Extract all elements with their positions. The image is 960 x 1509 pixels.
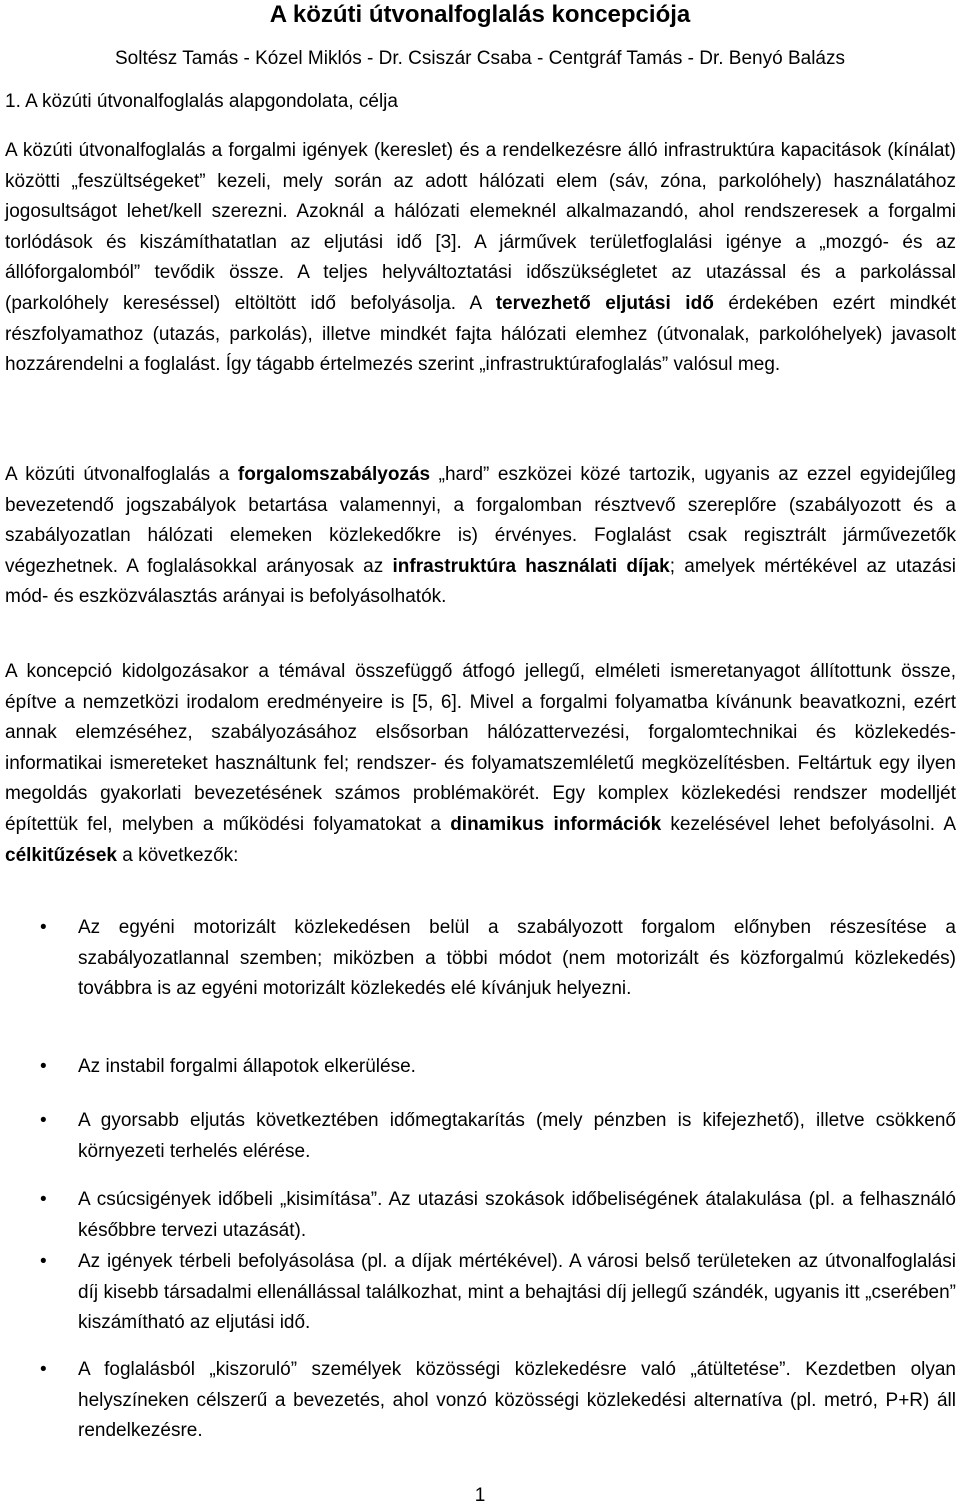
paragraph-1-text-1: A közúti útvonalfoglalás a forgalmi igények (kereslet) és a rendelkezésre álló infrastruktúra kapacitások (kínálat) közötti „feszültségeket” kezeli, mely során az adott hálózati elem (sáv, zóna, parkolóhely) használatához jogosultságot lehet/kell szerezni. Azoknál a hálózati elemeknél alkalmazandó, ahol rendszeresek a forgalmi torlódások és kiszámíthatatlan az eljutási idő [3]. A járművek területfoglalási igénye a „mozgó- és az állóforgalomból” tevődik össze. A teljes helyváltoztatási időszükségletet az utazással és a parkolással (parkolóhely kereséssel) eltöltött idő befolyásolja. A [5, 140, 956, 314]
bullet-icon: • [40, 1251, 47, 1272]
list-item [40, 1247, 956, 1339]
list-item-text: A foglalásból „kiszoruló” személyek közösségi közlekedésre való „átültetése”. Kezdetben olyan helyszíneken célszerű a bevezetés, ahol vonzó közösségi közlekedési alternatíva (pl. metró, P+R) áll rendelkezésre. [78, 1359, 956, 1442]
paragraph-3 [5, 657, 956, 871]
paragraph-1 [5, 136, 956, 381]
paragraph-3-bold-1: dinamikus információk [450, 813, 662, 835]
paragraph-3-text-3: a következők: [116, 844, 239, 866]
list-item [40, 913, 956, 1005]
bullet-icon: • [40, 1110, 47, 1131]
list-item-text: Az instabil forgalmi állapotok elkerülése. [78, 1056, 416, 1077]
list-item [40, 1052, 956, 1083]
paragraph-2-text-2: „hard” eszközei közé tartozik, ugyanis az ezzel egyidejűleg bevezetendő jogszabályok betartása valamennyi, a forgalomban résztvevő szereplőre (szabályozott és a szabályozatlan hálózati elemeken közlekedőkre is) érvényes. Foglalást csak regisztrált járművezetők végezhetnek. A foglalásokkal arányosak az [5, 464, 957, 577]
author-list: Soltész Tamás - Kózel Miklós - Dr. Csiszár Csaba - Centgráf Tamás - Dr. Benyó Balázs [115, 48, 845, 69]
paragraph-2-bold-1: forgalomszabályozás [237, 464, 431, 485]
bullet-icon: • [40, 1359, 47, 1380]
paragraph-3-text-2: kezelésével lehet befolyásolni. A [661, 813, 956, 835]
list-item-text: A gyorsabb eljutás következtében időmegtakarítás (mely pénzben is kifejezhető), illetve csökkenő környezeti terhelés elérése. [78, 1110, 956, 1162]
paragraph-1-text-2: érdekében ezért mindkét részfolyamathoz (utazás, parkolás), illetve mindkét fajta hálózati elemhez (útvonalak, parkolóhelyek) javasolt hozzárendelni a foglalást. Így tágabb értelmezés szerint „infrastruktúrafoglalás” valósul meg. [5, 292, 956, 376]
list-item [40, 1106, 956, 1167]
paragraph-1-bold-1: tervezhető eljutási idő [495, 292, 714, 314]
list-item [40, 1355, 956, 1447]
list-item-text: A csúcsigények időbeli „kisimítása”. Az utazási szokások időbeliségének átalakulása (pl. a felhasználó későbbre tervezi utazását). [78, 1189, 956, 1241]
section-heading: 1. A közúti útvonalfoglalás alapgondolata, célja [5, 91, 398, 112]
list-item [40, 1185, 956, 1246]
page-number: 1 [474, 1485, 486, 1506]
paragraph-2-bold-2: infrastruktúra használati díjak [392, 555, 670, 577]
bullet-icon: • [40, 1189, 47, 1210]
bullet-icon: • [40, 1056, 47, 1077]
paragraph-3-text-1: A koncepció kidolgozásakor a témával összefüggő átfogó jellegű, elméleti ismeretanyagot állítottunk össze, építve a nemzetközi irodalom eredményeire is [5, 6]. Mivel a forgalmi folyamatba kívánunk beavatkozni, ezért annak elemzéséhez, szabályozásához elsősorban hálózattervezési, forgalomtechnikai és közlekedés-informatikai ismereteket használtunk fel; rendszer- és folyamatszemléletű megközelítésben. Feltártuk egy ilyen megoldás gyakorlati bevezetésének számos problémakörét. Egy komplex közlekedési rendszer modelljét építettük fel, melyben a működési folyamatokat a [5, 661, 956, 835]
bullet-icon: • [40, 917, 47, 938]
list-item-text: Az egyéni motorizált közlekedésen belül a szabályozott forgalom előnyben részesítése a szabályozatlannal szemben; miközben a többi módot (nem motorizált és közforgalmú közlekedés) továbbra is az egyéni motorizált közlekedés elé kívánjuk helyezni. [78, 917, 956, 1000]
paragraph-3-bold-2: célkitűzések [5, 844, 117, 866]
paragraph-2 [5, 460, 956, 613]
paragraph-2-text-1: A közúti útvonalfoglalás a [5, 464, 238, 485]
paragraph-2-text-3: ; amelyek mértékével az utazási mód- és eszközválasztás arányai is befolyásolhatók. [5, 555, 956, 608]
document-title: A közúti útvonalfoglalás koncepciója [269, 1, 691, 28]
list-item-text: Az igények térbeli befolyásolása (pl. a díjak mértékével). A városi belső területeken az útvonalfoglalási díj kisebb társadalmi ellenállással találkozhat, mint a behajtási díj jellegű szándék, ugyanis itt „cserében” kiszámítható az eljutási idő. [78, 1251, 956, 1334]
